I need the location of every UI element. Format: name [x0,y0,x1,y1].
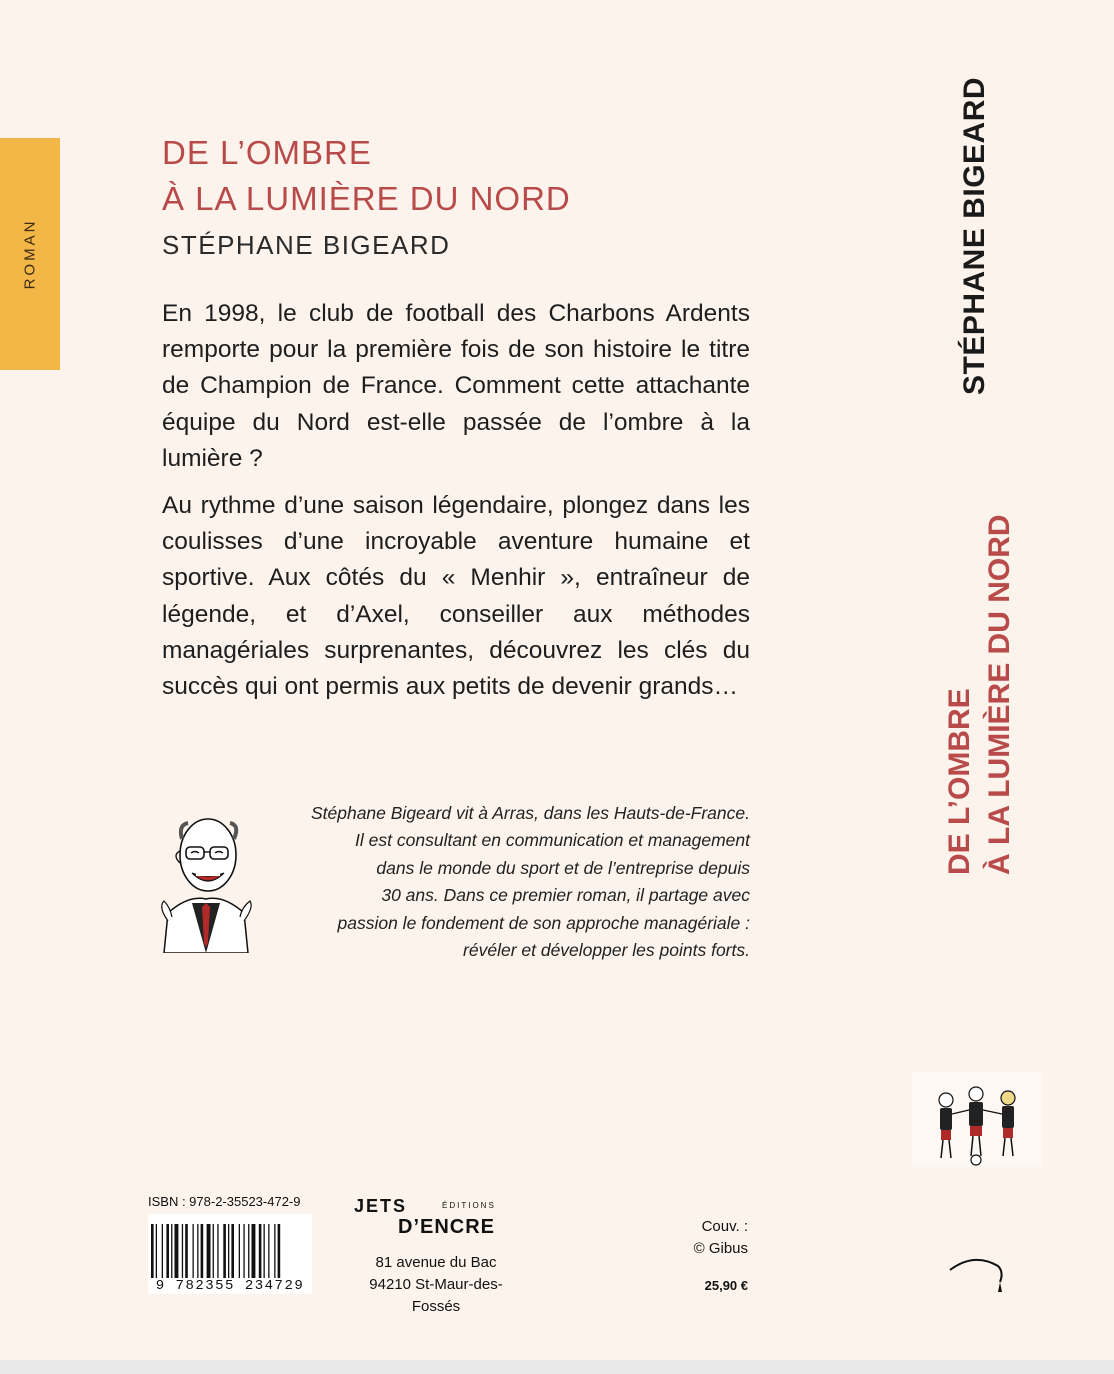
bio-line-4: 30 ans. Dans ce premier roman, il partage avec [381,885,750,906]
cover-credit [694,1216,748,1260]
title-line-2: À LA LUMIÈRE DU NORD [162,180,571,217]
barcode-bar [252,1224,256,1284]
genre-label: ROMAN [21,218,39,290]
barcode-bar [223,1224,226,1284]
barcode-bar [243,1224,244,1284]
barcode-bar [248,1224,249,1284]
title-line-1: DE L’OMBRE [162,134,372,171]
summary-paragraph-2: Au rythme d’une saison légendaire, plongez dans les coulisses d’une incroyable aventure humaine et sportive. Aux côtés du « Menhir », entraîneur de légende, et d’Axel, conseiller aux méthodes managériales surprenantes, découvrez les clés du succès qui ont permis aux petits de devenir grands… [162,492,750,701]
price: 25,90 € [704,1278,748,1293]
barcode-bar [217,1224,218,1284]
barcode-bar [231,1224,234,1284]
publisher-logo-icon [944,1248,1008,1296]
barcode-bar [175,1224,179,1284]
barcode-bar [268,1224,269,1284]
publisher-logo [346,1196,526,1246]
barcode-bar [185,1224,188,1284]
spine-title-line-1: DE L’OMBRE [943,688,976,875]
barcode-bar [264,1224,265,1284]
genre-tab [0,138,60,370]
bottom-strip [0,1360,1114,1374]
book-title [162,130,571,222]
spine-author: STÉPHANE BIGEARD [958,76,991,395]
barcode-bar [228,1224,229,1284]
barcode-bar [201,1224,204,1284]
barcode-bar [166,1224,169,1284]
bio-line-2: Il est consultant en communication et management [355,830,750,851]
barcode-bar [197,1224,198,1284]
spine-title [940,514,1020,875]
barcode-bar [193,1224,194,1284]
barcode-bar [274,1224,275,1284]
author-caricature-icon [158,803,254,953]
barcode-bar [171,1224,172,1284]
spine-title-line-2: À LA LUMIÈRE DU NORD [983,514,1016,875]
barcode-bar [156,1224,157,1284]
barcode-bar [162,1224,163,1284]
publisher-name-line-2: D’ENCRE [398,1216,496,1238]
credit-line-1: Couv. : [701,1218,748,1235]
credit-line-2: © Gibus [693,1240,748,1257]
author-name: STÉPHANE BIGEARD [162,230,451,260]
barcode-bar [151,1224,154,1284]
barcode-bar [278,1224,281,1284]
address-line-1: 81 avenue du Bac [375,1254,497,1271]
author-bio [266,800,750,964]
barcode-bar [213,1224,214,1284]
barcode-digits: 9 782355 234729 [148,1278,312,1294]
bio-line-5: passion le fondement de son approche managériale : [337,912,750,933]
bio-line-6: révéler et développer les points forts. [463,940,750,961]
publisher-address [346,1252,526,1318]
barcode-bar [182,1224,183,1284]
summary-paragraph-1: En 1998, le club de football des Charbons Ardents remporte pour la première fois de son histoire le titre de Champion de France. Comment cette attachante équipe du Nord est-elle passée de l’ombre à la lumière ? [162,300,750,472]
publisher-editions: ÉDITIONS [442,1201,496,1210]
bio-line-3: dans le monde du sport et de l’entreprise depuis [376,857,750,878]
summary [162,296,750,716]
barcode-bar [259,1224,262,1284]
address-line-2: 94210 St-Maur-des-Fossés [369,1276,503,1315]
barcode-bar [207,1224,211,1284]
isbn-label: ISBN : 978-2-35523-472-9 [148,1194,301,1209]
publisher-name-line-1: JETS [354,1196,408,1216]
barcode-bar [239,1224,240,1284]
bio-line-1: Stéphane Bigeard vit à Arras, dans les Hauts-de-France. [310,803,750,823]
footballers-illustration-icon [912,1072,1042,1167]
